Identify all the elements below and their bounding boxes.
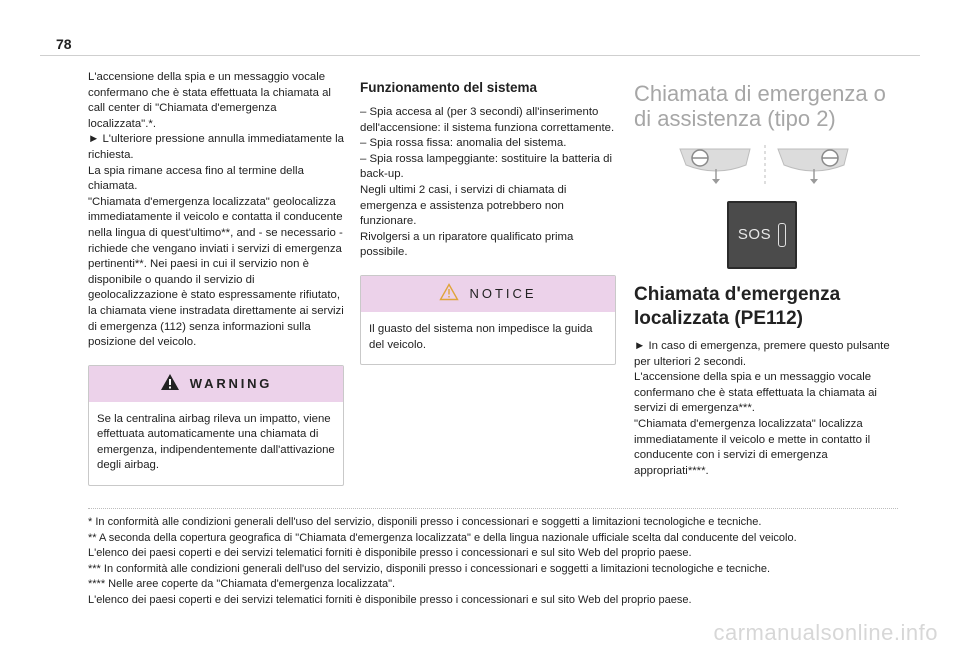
steering-wheel-icon bbox=[774, 143, 854, 187]
footnote: L'elenco dei paesi coperti e dei servizi telematici forniti è disponibile presso i concessionari e sul sito Web del proprio paese. bbox=[88, 593, 692, 606]
paragraph: – Spia rossa fissa: anomalia del sistema. bbox=[360, 137, 567, 150]
notice-text: Il guasto del sistema non impedisce la guida del veicolo. bbox=[369, 322, 593, 351]
footnote: * In conformità alle condizioni generali dell'uso del servizio, disponili presso i concessionari e soggetti a limitazioni tecnologiche e tecniche. bbox=[88, 516, 762, 528]
divider-icon bbox=[762, 143, 768, 187]
warning-box bbox=[88, 365, 344, 486]
console-illustration bbox=[640, 143, 890, 187]
sos-button-icon bbox=[727, 201, 797, 269]
subsection-title: Chiamata d'emergenza localizzata (PE112) bbox=[634, 284, 841, 329]
paragraph: L'accensione della spia e un messaggio vocale confermano che è stata effettuata la chiamata ai servizi di emergenza***. bbox=[634, 371, 877, 415]
paragraph: Rivolgersi a un riparatore qualificato prima possibile. bbox=[360, 230, 574, 259]
notice-title: NOTICE bbox=[469, 286, 537, 302]
section-title: Chiamata di emergenza o di assistenza (tipo 2) bbox=[634, 81, 886, 131]
column-middle bbox=[360, 70, 616, 365]
warning-header bbox=[89, 366, 343, 402]
sos-label: SOS bbox=[737, 226, 772, 244]
steering-wheel-icon bbox=[676, 143, 756, 187]
top-divider bbox=[40, 55, 920, 56]
notice-header bbox=[361, 276, 615, 312]
paragraph: ► L'ulteriore pressione annulla immediatamente la richiesta. bbox=[88, 133, 344, 161]
paragraph: "Chiamata d'emergenza localizzata" localizza immediatamente il veicolo e mette in contatto il conducente con i servizi di emergenza appropriati****. bbox=[634, 417, 871, 477]
paragraph: Negli ultimi 2 casi, i servizi di chiamata di emergenza e assistenza potrebbero non funzionare. bbox=[360, 183, 567, 228]
footnote: ** A seconda della copertura geografica di "Chiamata d'emergenza localizzata" e della lingua nazionale ufficiale scelta dal conducente del veicolo. bbox=[88, 531, 797, 544]
warning-title: WARNING bbox=[189, 375, 273, 391]
column-right bbox=[634, 70, 890, 479]
warning-text: Se la centralina airbag rileva un impatto, viene effettuata automaticamente una chiamata di emergenza, indipendentemente dall'attivazione degli airbag. bbox=[97, 412, 335, 472]
paragraph: "Chiamata d'emergenza localizzata" geolocalizza immediatamente il veicolo e contatta il conducente nella lingua di quest'ultimo**, and - se necessario - richiede che vengano inviati i servizi di emergenza pertinenti**. Nei paesi in cui il servizio non è disponibile o quando il servizio di geolocalizzazione è stato espressamente rifiutato, la chiamata viene instradata direttamente ai servizi di emergenza (112) senza informazioni sulla posizione del veicolo. bbox=[88, 195, 344, 349]
footnote: *** In conformità alle condizioni generali dell'uso del servizio, disponili presso i concessionari e soggetti a limitazioni tecnologiche e tecniche. bbox=[88, 562, 771, 575]
paragraph: La spia rimane accesa fino al termine della chiamata. bbox=[88, 164, 304, 193]
warning-triangle-icon bbox=[160, 373, 180, 395]
column-left bbox=[88, 70, 344, 486]
footnote: L'elenco dei paesi coperti e dei servizi telematici forniti è disponibile presso i concessionari e sul sito Web del proprio paese. bbox=[88, 547, 692, 560]
section-heading: Funzionamento del sistema bbox=[360, 80, 538, 95]
footnote: **** Nelle aree coperte da "Chiamata d'emergenza localizzata". bbox=[88, 578, 396, 591]
sos-indicator-light bbox=[778, 223, 786, 247]
notice-triangle-icon bbox=[439, 283, 459, 305]
footnotes bbox=[88, 508, 898, 609]
watermark: carmanualsonline.info bbox=[713, 620, 938, 645]
page-number: 78 bbox=[56, 36, 72, 52]
paragraph: L'accensione della spia e un messaggio vocale confermano che è stata effettuata la chiamata al call center di "Chiamata d'emergenza localizzata".*. bbox=[88, 71, 331, 130]
notice-box bbox=[360, 275, 616, 365]
paragraph: – Spia rossa lampeggiante: sostituire la batteria di back-up. bbox=[360, 152, 613, 181]
paragraph: – Spia accesa al (per 3 secondi) all'inserimento dell'accensione: il sistema funziona correttamente. bbox=[360, 106, 615, 134]
paragraph: ► In caso di emergenza, premere questo pulsante per ulteriori 2 secondi. bbox=[634, 340, 890, 368]
